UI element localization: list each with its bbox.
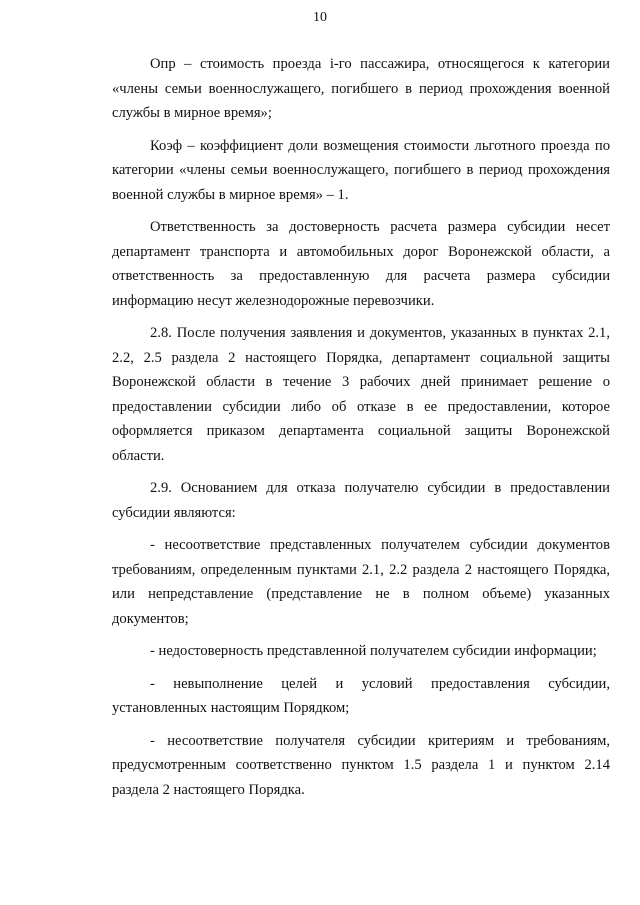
list-item-unreliable-info: - недостоверность представленной получателем субсидии информации; [150,643,597,659]
list-item-criteria-mismatch: - несоответствие получателя субсидии критериям и требованиям, предусмотренным соответственно пунктом 1.5 раздела 1 и пунктом 2.14 раздела 2 настоящего Порядка. [112,732,610,798]
paragraph-koef-definition: Коэф – коэффициент доли возмещения стоимости льготного проезда по категории «члены семьи военнослужащего, погибшего в период прохождения военной службы в мирное время» – 1. [112,137,610,203]
document-body [112,52,610,810]
paragraph-2-8: 2.8. После получения заявления и документов, указанных в пунктах 2.1, 2.2, 2.5 раздела 2 настоящего Порядка, департамент социальной защиты Воронежской области в течение 3 рабочих дней принимает решение о предоставлении субсидии либо об отказе в ее предоставлении, которое оформляется приказом департамента социальной защиты Воронежской области. [112,325,610,464]
paragraph-opr-definition: Опр – стоимость проезда i-го пассажира, относящегося к категории «члены семьи военнослужащего, погибшего в период прохождения военной службы в мирное время»; [112,56,610,121]
list-item-document-mismatch: - несоответствие представленных получателем субсидии документов требованиям, определенным пунктами 2.1, 2.2 раздела 2 настоящего Порядка, или непредставление (представление не в полном объеме) указанных документов; [112,537,610,627]
list-item-conditions-not-met: - невыполнение целей и условий предоставления субсидии, установленных настоящим Порядком; [112,675,610,716]
paragraph-responsibility: Ответственность за достоверность расчета размера субсидии несет департамент транспорта и автомобильных дорог Воронежской области, а ответственность за предоставленную для расчета размера субсидии информацию несут железнодорожные перевозчики. [112,219,610,309]
paragraph-2-9: 2.9. Основанием для отказа получателю субсидии в предоставлении субсидии являются: [112,480,610,521]
page-number: 10 [313,10,327,25]
